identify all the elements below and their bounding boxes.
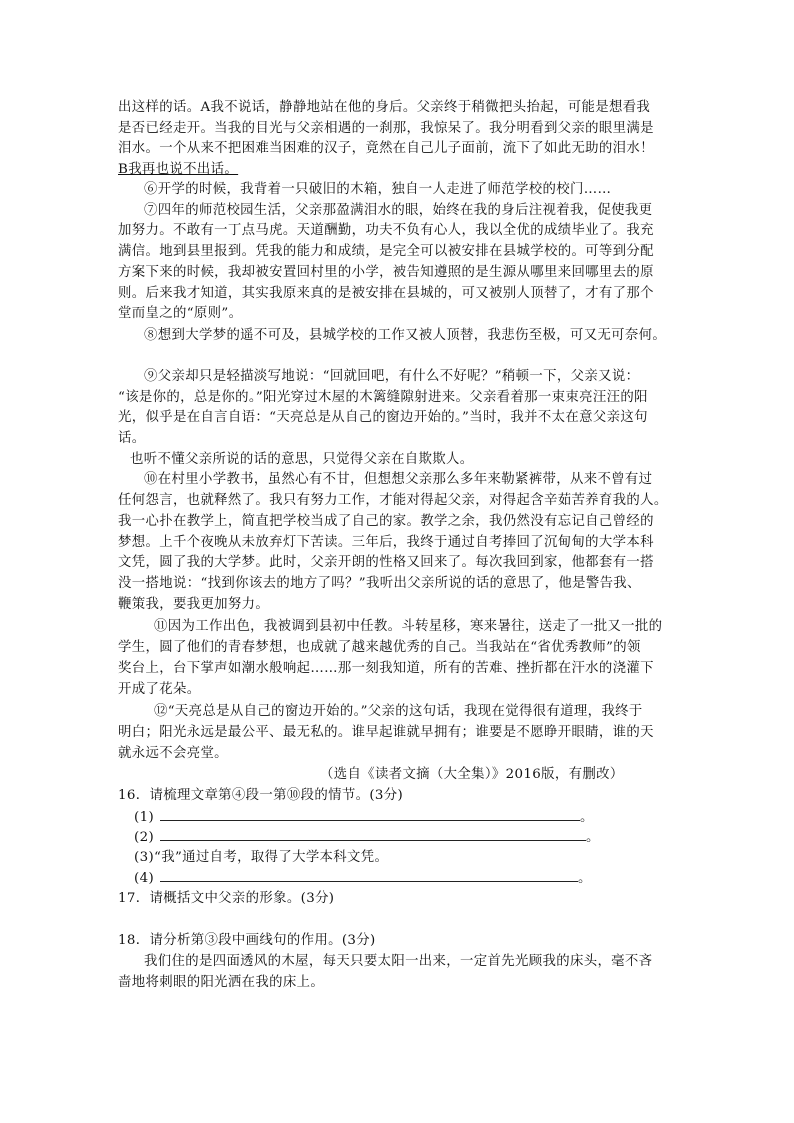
answer-4-number: (4) (134, 871, 155, 886)
paragraph-9-line-1: ⑨父亲却只是轻描淡写地说：“回就回吧，有什么不好呢？”稍顿一下，父亲又说： (144, 369, 640, 384)
source-citation: （选自《读者文摘（大全集）》2016版，有删改） (320, 767, 624, 782)
question-16-answer-1 (134, 807, 594, 828)
paragraph-12-line-2: 明白；阳光永远是最公平、最无私的。谁早起谁就早拥有；谁要是不愿睁开眼睛，谁的天 (118, 725, 654, 740)
paragraph-11-line-1: ⑪因为工作出色，我被调到县初中任教。斗转星移，寒来暑往，送走了一批又一批的 (154, 619, 663, 634)
paragraph-11-line-2: 学生，圆了他们的青春梦想，也成就了越来越优秀的自己。当我站在“省优秀教师”的领 (118, 640, 641, 655)
paragraph-5-line-4-underlined: B我再也说不出话。 (118, 162, 239, 177)
question-17-prompt: 17．请概括文中父亲的形象。(3分) (118, 891, 335, 906)
paragraph-10-line-2: 任何怨言，也就释然了。我只有努力工作，才能对得起父亲，对得起含辛茹苦养育我的人。 (118, 493, 668, 508)
paragraph-11-line-4: 开成了花朵。 (118, 682, 201, 697)
paragraph-10-line-3: 我一心扑在教学上，简直把学校当成了自己的家。教学之余，我仍然没有忘记自己曾经的 (118, 514, 654, 529)
paragraph-12-line-1: ⑫“天亮总是从自己的窗边开始的。”父亲的这句话，我现在觉得很有道理，我终于 (154, 704, 643, 719)
paragraph-8: ⑧想到大学梦的遥不可及，县城学校的工作又被人顶替，我悲伤至极，可又无可奈何。 (144, 328, 667, 343)
paragraph-7-line-5: 则。后来我才知道，其实我原来真的是被安排在县城的，可又被别人顶替了，才有了那个 (118, 286, 654, 301)
answer-2-number: (2) (134, 830, 155, 845)
paragraph-7-line-4: 方案下来的时候，我却被安置回村里的小学，被告知遵照的是生源从哪里来回哪里去的原 (118, 265, 654, 280)
paragraph-5-line-1: 出这样的话。A我不说话，静静地站在他的身后。父亲终于稍微把头抬起，可能是想看我 (118, 100, 651, 115)
answer-4-period: 。 (578, 871, 592, 886)
question-16-prompt: 16．请梳理文章第④段一第⑩段的情节。(3分) (118, 788, 404, 803)
question-16-answer-4 (134, 868, 592, 889)
paragraph-5-line-3: 泪水。一个从来不把困难当困难的汉子，竟然在自己儿子面前，流下了如此无助的泪水！ (118, 141, 654, 156)
paragraph-9-line-5: 也听不懂父亲所说的话的意思，只觉得父亲在自欺欺人。 (130, 452, 474, 467)
answer-2-period: 。 (586, 830, 600, 845)
paragraph-7-line-2: 加努力。不敢有一丁点马虎。天道酬勤，功夫不负有心人，我以全优的成绩毕业了。我充 (118, 223, 654, 238)
paragraph-9-line-3: 光，似乎是在自言自语：“天亮总是从自己的窗边开始的。”当时，我并不太在意父亲这句 (118, 410, 648, 425)
answer-1-period: 。 (580, 810, 594, 825)
paragraph-9-line-4: 话。 (118, 431, 146, 446)
question-18-quote-line-1: 我们住的是四面透风的木屋，每天只要太阳一出来，一定首先光顾我的床头，毫不吝 (144, 954, 653, 969)
question-18-prompt: 18．请分析第③段中画线句的作用。(3分) (118, 933, 376, 948)
paragraph-6: ⑥开学的时候，我背着一只破旧的木箱，独自一人走进了师范学校的校门…… (144, 182, 612, 197)
answer-1-number: (1) (134, 810, 155, 825)
answer-2-blank (160, 827, 586, 841)
paragraph-9-line-2: “该是你的，总是你的。”阳光穿过木屋的木篱缝隙射进来。父亲看着那一束束亮汪汪的阳 (118, 390, 648, 405)
paragraph-10-line-1: ⑩在村里小学教书，虽然心有不甘，但想想父亲那么多年来勒紧裤带，从来不曾有过 (144, 472, 653, 487)
answer-1-blank (160, 807, 580, 821)
paragraph-10-line-4: 梦想。上千个夜晚从未放弃灯下苦读。三年后，我终于通过自考捧回了沉甸甸的大学本科 (118, 535, 654, 550)
answer-4-blank (160, 868, 578, 882)
paragraph-10-line-7: 鞭策我，要我更加努力。 (118, 597, 270, 612)
paragraph-10-line-6: 没一搭地说：“找到你该去的地方了吗？”我听出父亲所说的话的意思了，他是警告我、 (118, 576, 641, 591)
paragraph-11-line-3: 奖台上，台下掌声如潮水般响起……那一刻我知道，所有的苦难、挫折都在汗水的浇灌下 (118, 661, 654, 676)
question-16-answer-3: (3)“我”通过自考，取得了大学本科文凭。 (134, 850, 389, 865)
paragraph-7-line-3: 满信。地到县里报到。凭我的能力和成绩，是完全可以被安排在县城学校的。可等到分配 (118, 244, 654, 259)
paragraph-7-line-1: ⑦四年的师范校园生活，父亲那盈满泪水的眼，始终在我的身后注视着我，促使我更 (144, 203, 653, 218)
question-18-quote-line-2: 啬地将刺眼的阳光洒在我的床上。 (118, 975, 325, 990)
question-16-answer-2 (134, 827, 600, 848)
paragraph-10-line-5: 文凭，圆了我的大学梦。此时，父亲开朗的性格又回来了。每次我回到家，他都套有一搭 (118, 555, 654, 570)
paragraph-5-line-2: 是否已经走开。当我的目光与父亲相遇的一刹那，我惊呆了。我分明看到父亲的眼里满是 (118, 121, 654, 136)
paragraph-7-line-6: 堂而皇之的“原则”。 (118, 306, 243, 321)
paragraph-12-line-3: 就永远不会亮堂。 (118, 746, 228, 761)
